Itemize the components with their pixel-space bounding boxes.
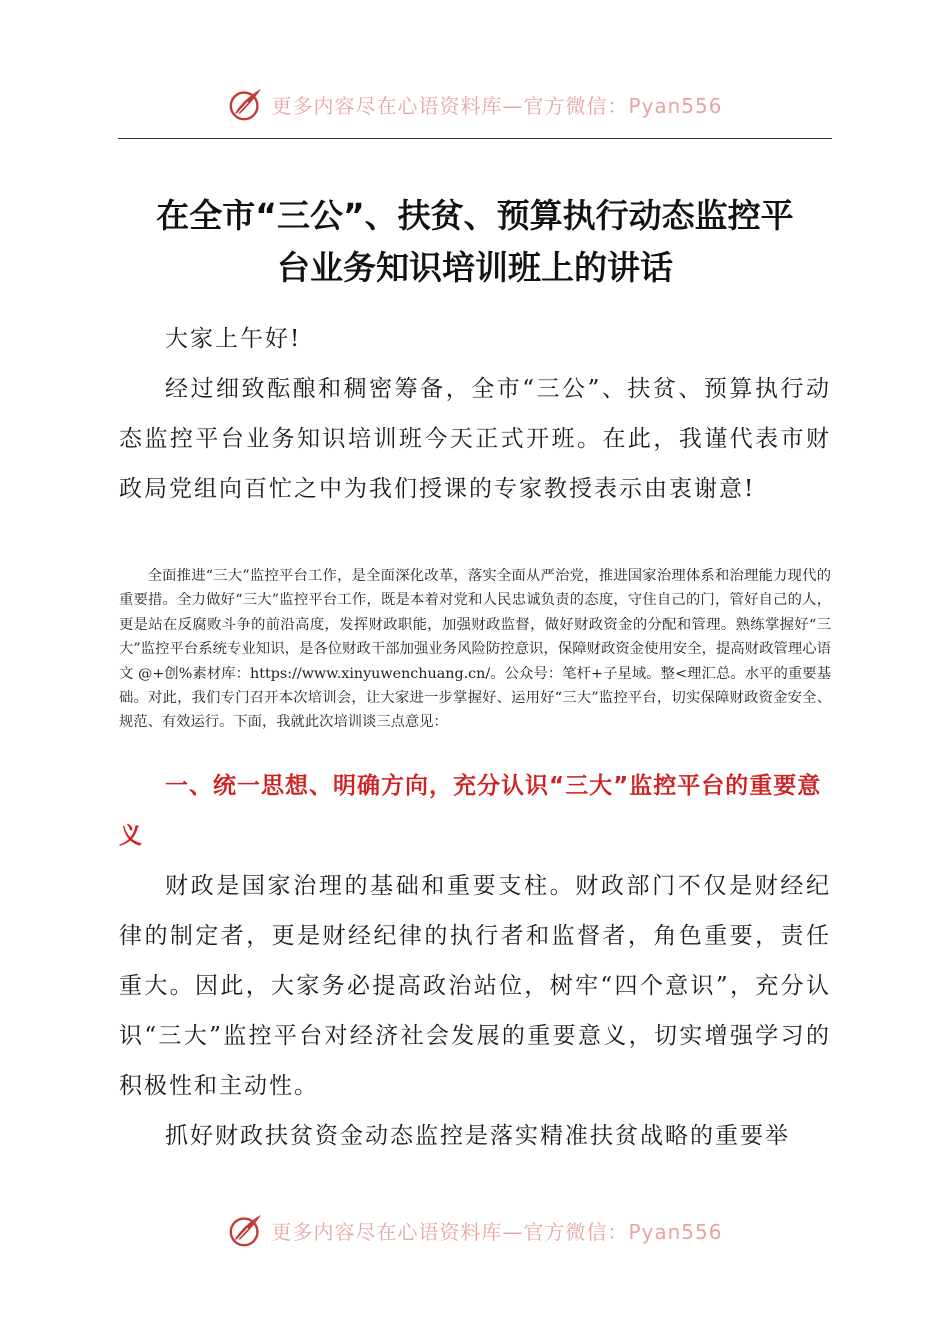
title-line-2: 台业务知识培训班上的讲话 xyxy=(277,248,673,287)
header-divider xyxy=(118,138,832,139)
header-banner xyxy=(0,82,950,126)
section-1-paragraph-1: 财政是国家治理的基础和重要支柱。财政部门不仅是财经纪律的制定者，更是财经纪律的执行者和监督者，角色重要，责任重大。因此，大家务必提高政治站位，树牢“四个意识”，充分认识“三大”监控平台对经济社会发展的重要意义，切实增强学习的积极性和主动性。 xyxy=(119,873,831,1099)
greeting-paragraph: 大家上午好! xyxy=(165,326,302,352)
footer-banner-text: 更多内容尽在心语资料库—官方微信：Pyan556 xyxy=(271,1219,723,1244)
section-1-paragraph-2: 抓好财政扶贫资金动态监控是落实精准扶贫战略的重要举 xyxy=(165,1123,790,1149)
document-title xyxy=(100,190,850,294)
section-1-heading: 一、统一思想、明确方向，充分认识“三大”监控平台的重要意义 xyxy=(119,773,822,849)
intro-paragraph: 经过细致酝酿和稠密筹备，全市“三公”、扶贫、预算执行动态监控平台业务知识培训班今天正式开班。在此，我谨代表市财政局党组向百忙之中为我们授课的专家教授表示由衷谢意! xyxy=(119,376,831,502)
footer-banner xyxy=(0,1208,950,1252)
header-banner-text: 更多内容尽在心语资料库—官方微信：Pyan556 xyxy=(271,93,723,118)
title-line-1: 在全市“三公”、扶贫、预算执行动态监控平 xyxy=(156,196,794,235)
quill-pen-logo-icon xyxy=(227,1211,265,1249)
small-print-paragraph: 全面推进“三大”监控平台工作，是全面深化改革，落实全面从严治党，推进国家治理体系和治理能力现代的重要措。全力做好“三大”监控平台工作，既是本着对党和人民忠诚负责的态度，守住自己的门，管好自己的人，更是站在反腐败斗争的前沿高度，发挥财政职能，加强财政监督，做好财政资金的分配和管理。熟练掌握好“三大”监控平台系统专业知识，是各位财政干部加强业务风险防控意识，保障财政资金使用安全，提高财政管理心语文 @+创%素材库：https://www.xinyuwenchuang.cn/。公众号：笔杆+子星域。整<理汇总。水平的重要基础。对此，我们专门召开本次培训会，让大家进一步掌握好、运用好“三大”监控平台，切实保障财政资金安全、规范、有效运行。下面，我就此次培训谈三点意见： xyxy=(119,568,831,731)
quill-pen-logo-icon xyxy=(227,85,265,123)
